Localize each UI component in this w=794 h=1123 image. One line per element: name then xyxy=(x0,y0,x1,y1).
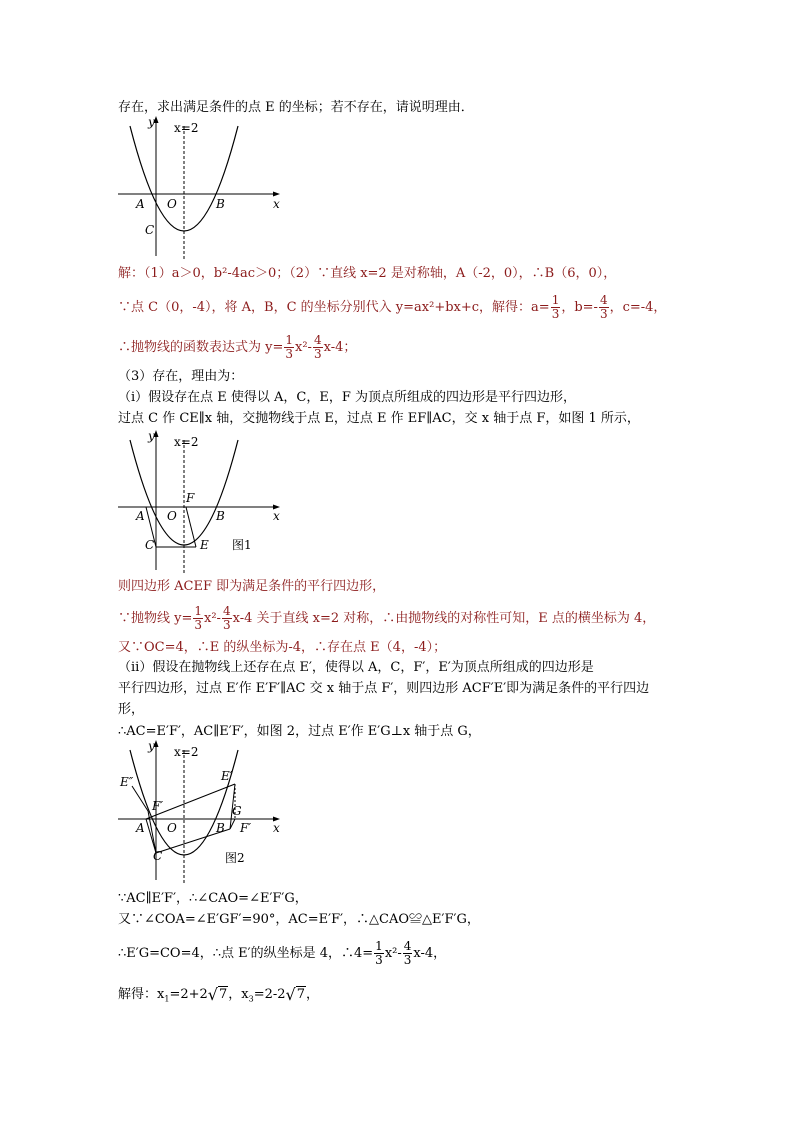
segment-e2f1 xyxy=(132,786,148,811)
frac-den: 3 xyxy=(403,953,412,967)
x-label: x xyxy=(273,821,280,835)
fraction xyxy=(374,940,384,967)
fraction xyxy=(403,940,413,967)
point-a-label: A xyxy=(136,197,145,211)
solution-line-13: ∴AC=E′F′，AC∥E′F′，如图 2，过点 E′作 E′G⊥x 轴于点 G， xyxy=(118,724,481,739)
solution-line-6: 过点 C 作 CE∥x 轴，交抛物线于点 E，过点 E 作 EF∥AC，交 x 轴于点 F，如图 1 所示， xyxy=(118,411,640,426)
frac-den: 3 xyxy=(313,347,322,361)
figure-caption: 图2 xyxy=(225,851,245,865)
solution-line-2-mid: ，b=- xyxy=(561,300,598,315)
sqrt-sign: √ xyxy=(285,985,296,1004)
frac-num: 1 xyxy=(375,939,383,953)
point-f1-right-label: F′ xyxy=(240,821,252,835)
frac-num: 1 xyxy=(551,293,560,307)
solution-line-12: 形， xyxy=(118,702,145,717)
solution-line-3-x2: x²- xyxy=(295,340,312,355)
point-c-label: C xyxy=(153,849,163,863)
solution-line-16 xyxy=(118,940,446,967)
point-b-label: B xyxy=(216,197,225,211)
solution-line-17-b: ，x xyxy=(228,987,249,1002)
frac-num: 4 xyxy=(222,604,231,618)
solution-line-2-end: ，c=-4， xyxy=(609,300,667,315)
solution-line-16-x2: x²- xyxy=(384,946,402,961)
sqrt-sign: √ xyxy=(207,985,218,1004)
point-e1-label: E′ xyxy=(221,769,233,783)
point-a-label: A xyxy=(136,509,145,523)
frac-den: 3 xyxy=(285,347,294,361)
axis-label: x=2 xyxy=(174,121,199,135)
solution-line-4: （3）存在，理由为： xyxy=(118,369,244,384)
axis-label: x=2 xyxy=(174,435,199,449)
solution-line-3-end: x-4； xyxy=(323,340,357,355)
solution-line-14: ∵AC∥E′F′，∴∠CAO=∠E′F′G， xyxy=(118,891,308,906)
solution-line-17-pre: 解得：x xyxy=(118,987,165,1002)
y-label: y xyxy=(148,429,155,443)
solution-line-3-pre: ∴抛物线的函数表达式为 y= xyxy=(118,340,284,355)
subscript: 1 xyxy=(164,994,170,1004)
y-label: y xyxy=(148,115,155,129)
frac-den: 3 xyxy=(375,953,383,967)
frac-den: 3 xyxy=(194,618,203,632)
sqrt-radicand: 7 xyxy=(296,987,305,1002)
solution-line-17 xyxy=(118,986,319,1003)
frac-num: 4 xyxy=(313,333,322,347)
solution-line-16-end: x-4， xyxy=(413,946,447,961)
solution-line-8-pre: ∵抛物线 y= xyxy=(118,611,193,626)
point-c-label: C xyxy=(145,223,155,237)
point-b-label: B xyxy=(216,509,225,523)
sqrt-radicand: 7 xyxy=(218,987,228,1002)
solution-line-7: 则四边形 ACEF 即为满足条件的平行四边形， xyxy=(118,579,386,594)
fraction xyxy=(222,605,232,632)
x-axis-arrow xyxy=(273,192,280,197)
point-a-label: A xyxy=(136,821,145,835)
frac-den: 3 xyxy=(599,307,608,321)
figure-2 xyxy=(118,740,288,885)
solution-line-8 xyxy=(118,605,655,632)
point-b-label: B xyxy=(216,821,225,835)
fraction xyxy=(193,605,203,632)
solution-line-8-end: x-4 关于直线 x=2 对称，∴由抛物线的对称性可知，E 点的横坐标为 4， xyxy=(232,611,656,626)
segment-ef xyxy=(186,507,196,547)
frac-den: 3 xyxy=(222,618,231,632)
solution-line-2-pre: ∵点 C（0，-4），将 A，B，C 的坐标分别代入 y=ax²+bx+c，解得：a= xyxy=(118,300,550,315)
intro-text: 存在，求出满足条件的点 E 的坐标；若不存在，请说明理由． xyxy=(118,100,474,115)
solution-line-8-x2: x²- xyxy=(204,611,221,626)
point-e2-label: E″ xyxy=(120,775,134,789)
point-c-label: C xyxy=(145,538,155,552)
frac-num: 1 xyxy=(285,333,294,347)
frac-den: 3 xyxy=(551,307,560,321)
origin-label: O xyxy=(167,197,177,211)
axis-label: x=2 xyxy=(174,745,199,759)
point-f1-left-label: F′ xyxy=(152,799,164,813)
fraction xyxy=(284,334,294,361)
solution-line-5: （i）假设存在点 E 使得以 A，C，E，F 为顶点所组成的四边形是平行四边形， xyxy=(118,390,577,405)
origin-label: O xyxy=(167,509,177,523)
fraction-b xyxy=(599,294,609,321)
solution-line-3 xyxy=(118,334,356,361)
y-label: y xyxy=(148,739,155,753)
fraction xyxy=(313,334,323,361)
frac-num: 4 xyxy=(403,939,412,953)
solution-line-17-a: =2+2 xyxy=(169,987,208,1002)
solution-line-2 xyxy=(118,294,666,321)
point-g-label: G xyxy=(232,804,242,818)
point-e-label: E xyxy=(200,538,209,552)
solution-line-16-pre: ∴E′G=CO=4，∴点 E′的纵坐标是 4，∴4= xyxy=(118,946,374,961)
solution-line-17-end: ， xyxy=(306,987,320,1002)
figure-1 xyxy=(118,430,288,575)
figure-parabola-0 xyxy=(118,116,288,261)
fraction-a xyxy=(551,294,561,321)
frac-num: 4 xyxy=(599,293,608,307)
x-label: x xyxy=(273,509,280,523)
solution-line-17-c: =2-2 xyxy=(253,987,286,1002)
subscript: 3 xyxy=(248,994,254,1004)
solution-line-10: （ii）假设在抛物线上还存在点 E′，使得以 A，C，F′，E′为顶点所组成的四边形是 xyxy=(118,660,594,675)
origin-label: O xyxy=(167,821,177,835)
point-f-label: F xyxy=(186,491,195,505)
figure-caption: 图1 xyxy=(232,538,252,552)
x-label: x xyxy=(273,197,280,211)
solution-line-15: 又∵∠COA=∠E′GF′=90°，AC=E′F′，∴△CAO≌△E′F′G， xyxy=(118,912,480,927)
solution-line-11: 平行四边形，过点 E′作 E′F′∥AC 交 x 轴于点 F′，则四边形 ACF′E′即为满足条件的平行四边 xyxy=(118,681,650,696)
solution-line-9: 又∵OC=4，∴E 的纵坐标为-4，∴存在点 E（4，-4）； xyxy=(118,640,447,655)
frac-num: 1 xyxy=(194,604,203,618)
solution-line-1: 解：（1）a＞0，b²-4ac＞0；（2）∵直线 x=2 是对称轴，A（-2，0），∴B（6，0）， xyxy=(118,266,617,281)
